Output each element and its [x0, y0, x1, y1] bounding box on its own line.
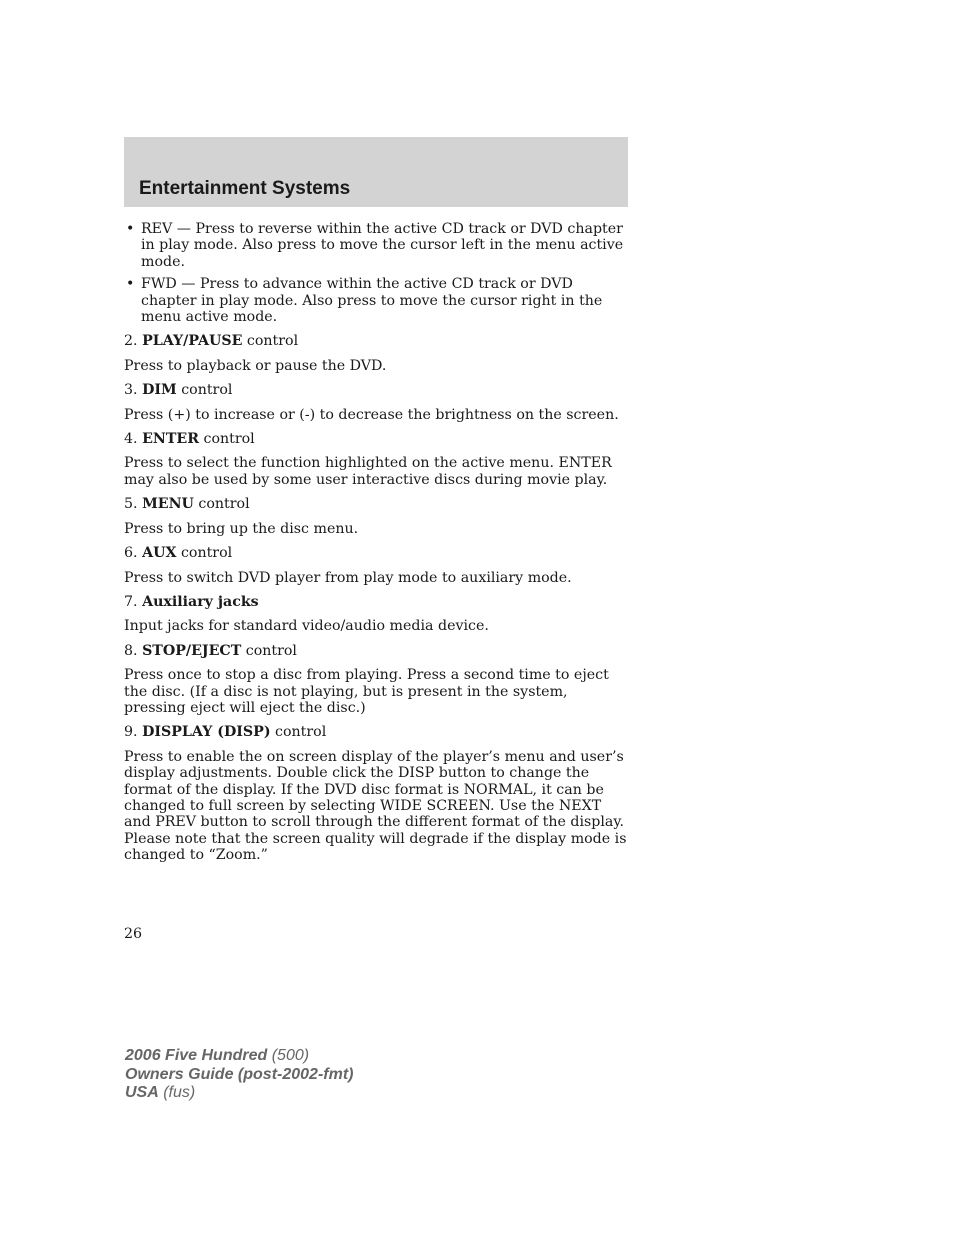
item-number: 3. — [124, 382, 138, 399]
item-description-dim: Press (+) to increase or (-) to decrease the brightness on the screen. — [124, 406, 619, 423]
bullet-dot-icon: • — [126, 221, 135, 237]
item-heading-aux — [124, 545, 628, 561]
item-number: 7. — [124, 593, 138, 610]
item-description-display: Press to enable the on screen display of the player’s menu and user’s display adjustments. Double click the DISP button to change the format of the display. If the DVD disc format is NORMAL, it can be changed to full screen by selecting WIDE SCREEN. Use the NEXT and PREV button to scroll through the different format of the display. Please note that the screen quality will degrade if the display mode is changed to “Zoom.” — [124, 748, 627, 864]
item-description-play-pause: Press to playback or pause the DVD. — [124, 357, 387, 374]
item-suffix: control — [199, 431, 255, 448]
footer-region: USA — [125, 1084, 159, 1101]
bullet-item-fwd — [124, 276, 628, 325]
item-suffix: control — [270, 724, 327, 741]
item-suffix: control — [242, 333, 299, 350]
item-label: MENU — [142, 496, 194, 513]
document-footer — [125, 1047, 353, 1103]
item-number: 6. — [124, 545, 138, 562]
item-description-stop-eject: Press once to stop a disc from playing. Press a second time to eject the disc. (If a disc is not playing, but is present in the system, pressing eject will eject the disc.) — [124, 667, 609, 716]
item-number: 8. — [124, 642, 138, 659]
item-label: DISPLAY (DISP) — [142, 724, 271, 741]
item-description-auxiliary-jacks: Input jacks for standard video/audio media device. — [124, 618, 489, 635]
item-label: STOP/EJECT — [142, 642, 242, 659]
footer-region-code: (fus) — [158, 1084, 196, 1101]
item-suffix: control — [241, 642, 297, 659]
footer-line-model — [125, 1047, 353, 1066]
item-heading-dim — [124, 382, 628, 398]
item-heading-stop-eject — [124, 643, 628, 659]
bullet-dot-icon: • — [126, 276, 135, 293]
item-heading-auxiliary-jacks — [124, 594, 628, 610]
page-content — [124, 221, 628, 871]
section-title: Entertainment Systems — [139, 178, 351, 199]
item-suffix: control — [176, 382, 233, 399]
section-header-band — [124, 137, 628, 207]
footer-model-code: (500) — [267, 1047, 310, 1064]
footer-guide-name: Owners Guide (post-2002-fmt) — [125, 1065, 354, 1083]
item-label: Auxiliary jacks — [142, 593, 259, 610]
bullet-item-rev — [124, 221, 628, 270]
item-label: DIM — [142, 382, 177, 399]
page-number: 26 — [124, 926, 143, 942]
item-heading-display — [124, 724, 628, 740]
item-label: ENTER — [142, 431, 200, 448]
item-number: 5. — [124, 496, 138, 513]
footer-line-guide — [125, 1066, 353, 1085]
footer-model-name: 2006 Five Hundred — [125, 1047, 268, 1064]
item-description-menu: Press to bring up the disc menu. — [124, 520, 359, 537]
bullet-text: FWD — Press to advance within the active CD track or DVD chapter in play mode. Also press to move the cursor right in the menu active mode. — [141, 276, 603, 326]
item-heading-enter — [124, 431, 628, 447]
item-number: 9. — [124, 724, 138, 741]
item-number: 2. — [124, 333, 138, 350]
item-description-aux: Press to switch DVD player from play mode to auxiliary mode. — [124, 569, 572, 586]
footer-line-region — [125, 1084, 353, 1103]
bullet-text: REV — Press to reverse within the active CD track or DVD chapter in play mode. Also press to move the cursor left in the menu active mode. — [141, 221, 624, 270]
item-suffix: control — [176, 545, 233, 562]
item-label: PLAY/PAUSE — [142, 333, 243, 350]
item-label: AUX — [142, 545, 177, 562]
item-number: 4. — [124, 431, 138, 448]
item-description-enter: Press to select the function highlighted on the active menu. ENTER may also be used by some user interactive discs during movie play. — [124, 455, 612, 488]
item-heading-menu — [124, 496, 628, 512]
item-suffix: control — [193, 496, 250, 513]
item-heading-play-pause — [124, 333, 628, 349]
